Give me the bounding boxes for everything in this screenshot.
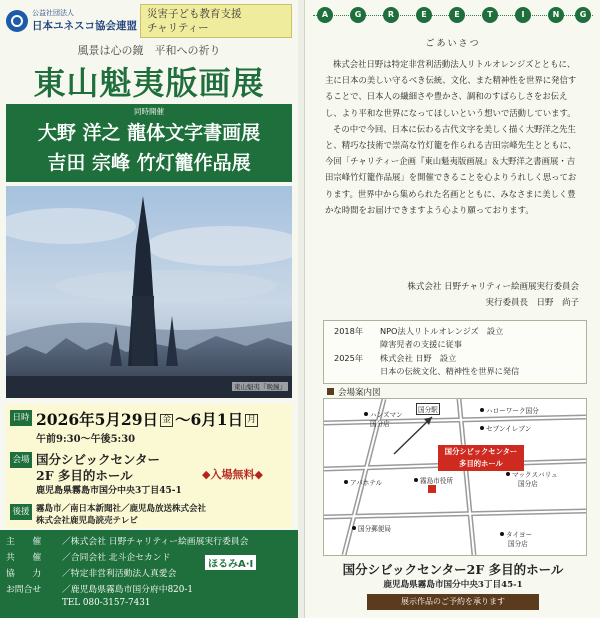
greeting-paragraph-2: その中で今回、日本に伝わる古代文字を美しく描く大野洋之先生と、精巧な技術で崇高な竹灯籠を作られる吉田宗峰先生とともに、今回「チャリティー企画『東山魁夷版画展』＆大野洋之書画展・吉田宗峰竹灯籠作品展」を開催できることを心よりうれしく思っております。世界中から集められた名画とともに、みなさまに美しく豊かな時間をお届けできますよう心より願っております。 (325, 123, 577, 215)
flyer-back (304, 0, 600, 618)
concurrent-label: 同時開催 (134, 107, 164, 116)
footer-row: 主 催 ／株式会社 日野チャリティー絵画展実行委員会 (6, 537, 249, 547)
map-label-station: 国分駅 (416, 403, 440, 415)
map-label-taiyo-branch: 国分店 (508, 540, 528, 548)
history-year: 2025年 (334, 353, 364, 363)
reservation-banner: 展示作品のご予約を承ります (367, 594, 539, 610)
weekday-end: 月 (247, 415, 257, 425)
map-dot-icon (344, 480, 348, 484)
organizer-footer (0, 530, 298, 618)
sub-exhibition-1: 大野 洋之 龍体文字書画展 (37, 122, 261, 144)
event-time: 午前9:30～午後5:30 (36, 434, 136, 445)
greeting-title: ごあいさつ (425, 39, 481, 49)
history-year: 2018年 (334, 326, 364, 336)
map-label-hellowork: ハローワーク国分 (480, 405, 539, 415)
map-label-post: 国分郵便局 (352, 523, 391, 533)
painting-image (6, 186, 292, 398)
signature-chair: 実行委員長 日野 尚子 (485, 298, 579, 308)
venue-hall: 2F 多目的ホール (36, 468, 133, 483)
weekday-start: 金 (162, 415, 172, 425)
charity-box (140, 4, 292, 38)
map-label-seven: セブンイレブン (480, 423, 531, 433)
footer-row: お問合せ ／鹿児島県霧島市国分府中820-1 (6, 585, 193, 595)
motto: 風景は心の鏡 平和への祈り (77, 44, 221, 57)
painting-credit: 東山魁夷『晩鐘』 (234, 383, 286, 391)
sub-exhibition-2: 吉田 宗峰 竹灯籠作品展 (47, 152, 251, 174)
map-dot-icon (352, 526, 356, 530)
greeting-letter: G (575, 7, 591, 23)
map-dot-icon (506, 472, 510, 476)
greeting-header (313, 6, 593, 26)
map-dot-icon (480, 408, 484, 412)
org-name: 日本ユネスコ協会連盟 (32, 20, 137, 32)
company-history (323, 320, 587, 384)
map-venue-address: 鹿児島県霧島市国分中央3丁目45-1 (383, 580, 523, 590)
unesco-org (6, 6, 138, 36)
map-dot-icon (500, 532, 504, 536)
free-admission: ◆入場無料◆ (202, 468, 263, 481)
sponsor-logo: ほるみA·I (205, 555, 256, 570)
map-label-hands-branch: 国分店 (370, 420, 390, 428)
date-start: 2026年5月29日 (36, 410, 158, 429)
flyer-front (0, 0, 298, 618)
map-label-hands: ハンズマン (364, 409, 403, 419)
greeting-letter: A (317, 7, 333, 23)
venue-name: 国分シビックセンター (36, 452, 161, 467)
venue-address: 鹿児島県霧島市国分中央3丁目45-1 (36, 486, 182, 496)
greeting-letter: E (449, 7, 465, 23)
support-line2: 株式会社鹿児島読売テレビ (36, 516, 138, 526)
tag-support: 後援 (10, 504, 32, 520)
exhibition-title: 東山魁夷版画展 (33, 64, 265, 102)
map-label-maxvalu: マックスバリュ (506, 469, 558, 479)
charity-line2: チャリティー (147, 22, 209, 34)
unesco-logo-icon (6, 10, 28, 32)
map-heading: 会場案内図 (327, 386, 381, 398)
event-info (6, 404, 292, 528)
support-line1: 霧島市／南日本新聞社／鹿児島放送株式会社 (36, 504, 207, 514)
map-venue-name: 国分シビックセンター2F 多目的ホール (342, 562, 564, 577)
greeting-letter: I (515, 7, 531, 23)
greeting-letter: R (383, 7, 399, 23)
map-dot-icon (364, 412, 368, 416)
tag-date: 日時 (10, 410, 32, 426)
org-type: 公益社団法人 (32, 9, 74, 17)
signature-company: 株式会社 日野チャリティー絵画展実行委員会 (407, 282, 579, 292)
history-text: 障害児者の支援に従事 (380, 339, 462, 349)
venue-callout: 国分シビックセンター 多目的ホール (438, 445, 524, 471)
concurrent-band (6, 104, 292, 182)
venue-marker-icon (428, 485, 436, 493)
map-label-taiyo: タイヨー (500, 529, 532, 539)
greeting-body (325, 56, 583, 218)
history-text: 株式会社 日野 設立 (380, 353, 457, 363)
date-end: ～6月1日 (175, 410, 244, 429)
map-label-maxvalu-branch: 国分店 (518, 480, 538, 488)
event-date (36, 408, 260, 430)
history-text: NPO法人リトルオレンジズ 設立 (380, 326, 504, 336)
venue-map (323, 398, 587, 556)
map-label-apa: アパホテル (344, 477, 382, 487)
footer-row: TEL 080-3157-7431 (62, 598, 151, 608)
greeting-letter: E (416, 7, 432, 23)
greeting-letter: T (482, 7, 498, 23)
footer-row: 共 催 ／合同会社 北斗企セカンド (6, 553, 171, 563)
cathedral-painting (6, 186, 292, 398)
history-text: 日本の伝統文化、精神性を世界に発信 (380, 366, 520, 376)
greeting-letter: N (548, 7, 564, 23)
charity-line1: 災害子ども教育支援 (147, 8, 242, 20)
greeting-letter: G (350, 7, 366, 23)
map-dot-icon (414, 478, 418, 482)
map-label-city-hall: 霧島市役所 (414, 475, 453, 485)
tag-venue: 会場 (10, 452, 32, 468)
map-dot-icon (480, 426, 484, 430)
greeting-paragraph-1: 株式会社日野は特定非営利活動法人リトルオレンジズとともに、主に日本の美しい守るべき伝統、文化、また精神性を世界に発信することで、日本人の繊細さや豊かさ、調和のすばらしさをお伝えし、より平和な世界になってほしいという想いで活動しています。 (325, 59, 577, 118)
footer-row: 協 力 ／特定非営利活動法人真愛会 (6, 569, 177, 579)
